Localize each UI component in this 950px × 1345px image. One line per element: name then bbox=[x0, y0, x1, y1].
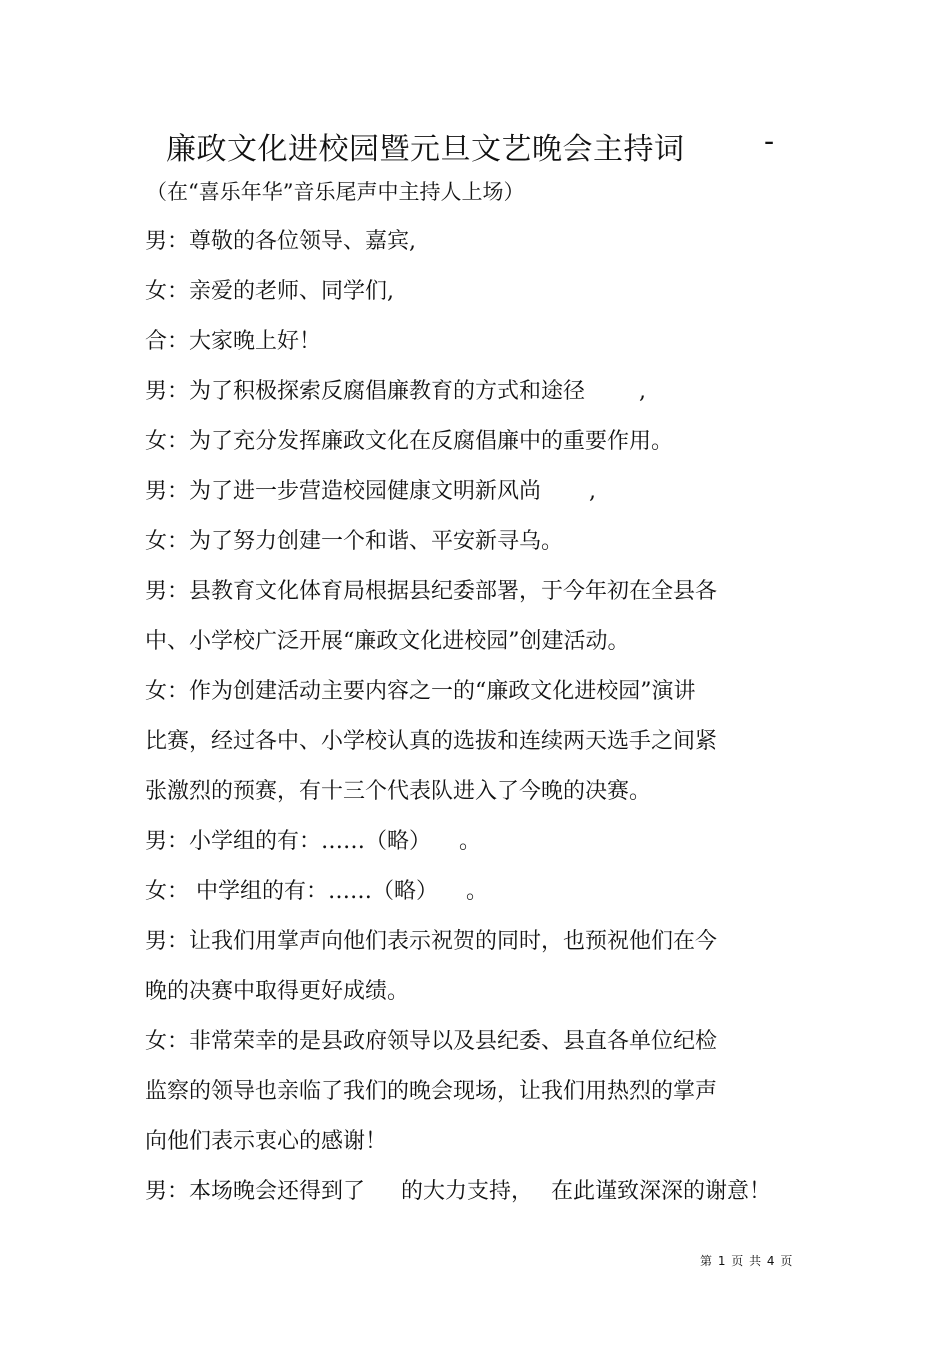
script-line bbox=[145, 781, 651, 803]
script-line bbox=[145, 1131, 387, 1153]
line-text: 男：小学组的有：……（略） bbox=[145, 829, 432, 854]
script-line bbox=[145, 731, 717, 753]
line-text: 监察的领导也亲临了我们的晚会现场，让我们用热烈的掌声 bbox=[145, 1079, 718, 1104]
line-tail: , bbox=[639, 379, 647, 404]
script-line bbox=[145, 281, 394, 303]
page-number: 第 1 页 共 4 页 bbox=[700, 1254, 794, 1268]
line-text: 女： 中学组的有：……（略） bbox=[145, 879, 438, 904]
script-line bbox=[145, 381, 646, 403]
title-suffix: - bbox=[764, 124, 775, 159]
line-text: 男：本场晚会还得到了 bbox=[145, 1179, 366, 1204]
line-text: 女：为了努力创建一个和谐、平安新寻乌。 bbox=[145, 529, 564, 554]
line-text: 中、小学校广泛开展“廉政文化进校园”创建活动。 bbox=[145, 629, 630, 654]
line-text: 男：县教育文化体育局根据县纪委部署，于今年初在全县各 bbox=[145, 579, 718, 604]
line-text: 男：让我们用掌声向他们表示祝贺的同时，也预祝他们在今 bbox=[145, 929, 718, 954]
script-line bbox=[145, 831, 481, 853]
document-title: 廉政文化进校园暨元旦文艺晚会主持词 bbox=[166, 132, 685, 167]
script-line bbox=[145, 481, 596, 503]
script-line bbox=[145, 981, 409, 1003]
script-line bbox=[145, 631, 630, 653]
line-text: 女：亲爱的老师、同学们, bbox=[145, 279, 394, 304]
line-text: 男：为了进一步营造校园健康文明新风尚 bbox=[145, 479, 542, 504]
line-text: 女：为了充分发挥廉政文化在反腐倡廉中的重要作用。 bbox=[145, 429, 674, 454]
line-text: 女：作为创建活动主要内容之一的“廉政文化进校园”演讲 bbox=[145, 679, 696, 704]
line-text: 男：为了积极探索反腐倡廉教育的方式和途径 bbox=[145, 379, 586, 404]
line-text: 女：非常荣幸的是县政府领导以及县纪委、县直各单位纪检 bbox=[145, 1029, 718, 1054]
script-line bbox=[145, 231, 416, 253]
script-line bbox=[145, 331, 321, 353]
line-tail: 的大力支持， bbox=[401, 1179, 534, 1204]
script-line bbox=[145, 531, 563, 553]
script-line bbox=[145, 881, 488, 903]
line-text: 向他们表示衷心的感谢！ bbox=[145, 1129, 388, 1154]
script-line bbox=[145, 1181, 771, 1203]
line-text: 合：大家晚上好！ bbox=[145, 329, 322, 354]
script-line bbox=[145, 431, 673, 453]
line-text: 张激烈的预赛，有十三个代表队进入了今晚的决赛。 bbox=[145, 779, 652, 804]
line-text: 男：尊敬的各位领导、嘉宾, bbox=[145, 229, 416, 254]
script-line bbox=[145, 1031, 717, 1053]
line-tail: , bbox=[589, 479, 597, 504]
line-text: 晚的决赛中取得更好成绩。 bbox=[145, 979, 410, 1004]
script-line bbox=[145, 931, 717, 953]
script-line bbox=[145, 1081, 717, 1103]
line-tail: 。 bbox=[466, 879, 489, 904]
line-tail: 。 bbox=[459, 829, 482, 854]
line-tail: 在此谨致深深的谢意！ bbox=[551, 1179, 772, 1204]
script-line bbox=[145, 681, 696, 703]
stage-direction: （在“喜乐年华”音乐尾声中主持人上场） bbox=[146, 180, 525, 204]
line-text: 比赛，经过各中、小学校认真的选拔和连续两天选手之间紧 bbox=[145, 729, 718, 754]
script-line bbox=[145, 581, 717, 603]
